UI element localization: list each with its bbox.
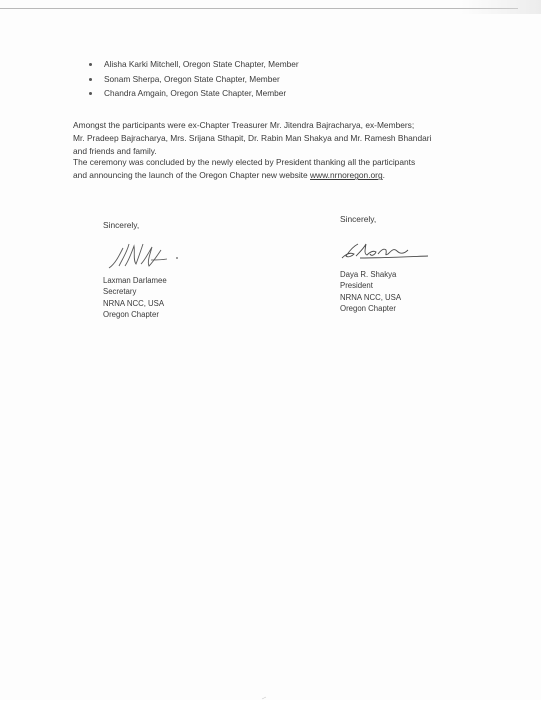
signatory-title: President — [340, 281, 373, 291]
list-item: Chandra Amgain, Oregon State Chapter, Member — [88, 86, 299, 101]
signatory-title: Secretary — [103, 287, 137, 297]
president-signature-block — [340, 214, 430, 315]
list-item: Sonam Sherpa, Oregon State Chapter, Member — [88, 72, 299, 87]
secretary-signature — [103, 238, 193, 272]
president-signature — [340, 232, 430, 266]
closing-text: Sincerely, — [103, 220, 140, 230]
conclusion-text: The ceremony was concluded by the newly elected by President thanking all the participants and announcing the launch of the Oregon Chapter new website — [73, 157, 416, 181]
conclusion-period: . — [382, 170, 385, 181]
top-rule — [0, 8, 518, 9]
signatory-chapter: Oregon Chapter — [340, 304, 396, 314]
closing-text: Sincerely, — [340, 214, 377, 224]
participants-paragraph: Amongst the participants were ex-Chapter Treasurer Mr. Jitendra Bajracharya, ex-Members; Mr. Pradeep Bajracharya, Mrs. Srijana Sthapit, Dr. Rabin Man Shakya and Mr. Ramesh Bhandari and friends and family. — [73, 120, 432, 157]
list-item: Alisha Karki Mitchell, Oregon State Chapter, Member — [88, 57, 299, 72]
secretary-signature-block — [103, 220, 193, 321]
website-link[interactable]: www.nrnoregon.org — [310, 170, 383, 181]
signatory-name: Daya R. Shakya — [340, 269, 397, 279]
signatory-org: NRNA NCC, USA — [340, 292, 402, 302]
scan-mark — [250, 690, 280, 700]
scan-shade — [461, 0, 541, 14]
participant-list — [88, 57, 299, 101]
signatory-name: Laxman Darlamee — [103, 275, 167, 285]
signatory-chapter: Oregon Chapter — [103, 310, 159, 320]
conclusion-paragraph — [73, 156, 483, 182]
signatory-org: NRNA NCC, USA — [103, 298, 165, 308]
